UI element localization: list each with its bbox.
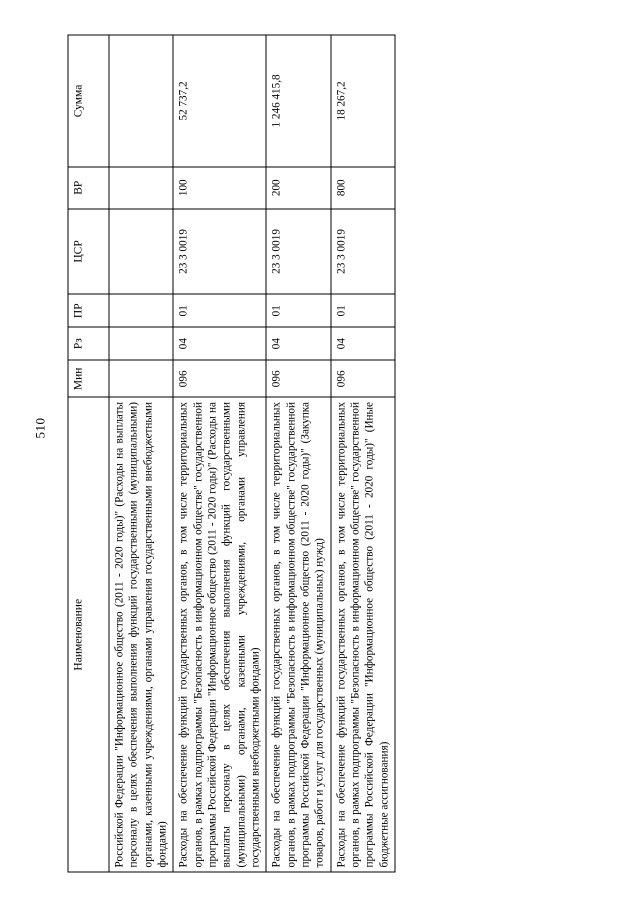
table-row — [173, 35, 266, 872]
cell-min: 096 — [266, 360, 330, 397]
cell-pr: 01 — [266, 294, 330, 327]
cell-csr — [109, 208, 173, 294]
page-number: 510 — [32, 417, 48, 439]
cell-sum: 18 267,2 — [331, 35, 395, 167]
cell-sum: 52 737,2 — [173, 35, 266, 167]
cell-sum: 1 246 415,8 — [266, 35, 330, 167]
column-header-rz: Рз — [68, 327, 109, 360]
column-header-vr: ВР — [68, 166, 109, 208]
cell-rz — [109, 327, 173, 360]
cell-pr — [109, 294, 173, 327]
table-row — [331, 35, 395, 872]
table-header-row — [68, 35, 109, 872]
cell-sum — [109, 35, 173, 167]
cell-rz: 04 — [173, 327, 266, 360]
column-header-pr: ПР — [68, 294, 109, 327]
cell-csr: 23 3 0019 — [266, 208, 330, 294]
cell-csr: 23 3 0019 — [173, 208, 266, 294]
cell-name: Расходы на обеспечение функций государственных органов, в том числе территориальных органов, в рамках подпрограммы "Безопасность в информационном обществе" государственной программы Российской Федерации "Информационное общество (2011 - 2020 годы)" (Закупка товаров, работ и услуг для государственных (муниципальных) нужд) — [266, 397, 330, 872]
table-header — [68, 35, 109, 872]
cell-vr — [109, 166, 173, 208]
budget-table — [68, 34, 396, 872]
cell-min: 096 — [173, 360, 266, 397]
cell-pr: 01 — [173, 294, 266, 327]
cell-min: 096 — [331, 360, 395, 397]
column-header-csr: ЦСР — [68, 208, 109, 294]
column-header-sum: Сумма — [68, 35, 109, 167]
cell-vr: 800 — [331, 166, 395, 208]
cell-name: Расходы на обеспечение функций государственных органов, в том числе территориальных органов, в рамках подпрограммы "Безопасность в информационном обществе" государственной программы Российской Федерации "Информационное общество (2011 - 2020 годы)" (Иные бюджетные ассигнования) — [331, 397, 395, 872]
column-header-name: Наименование — [68, 397, 109, 872]
cell-csr: 23 3 0019 — [331, 208, 395, 294]
cell-min — [109, 360, 173, 397]
table-body — [109, 35, 395, 872]
rotated-table-wrapper — [68, 34, 573, 872]
cell-pr: 01 — [331, 294, 395, 327]
column-header-min: Мин — [68, 360, 109, 397]
cell-name: Расходы на обеспечение функций государственных органов, в том числе территориальных органов, в рамках подпрограммы "Безопасность в информационном обществе" государственной программы Российской Федерации "Информационное общество (2011 - 2020 годы)" (Расходы на выплаты персоналу в целях обеспечения выполнения функций государственными (муниципальными) органами, казенными учреждениями, органами управления государственными внебюджетными фондами) — [173, 397, 266, 872]
cell-vr: 200 — [266, 166, 330, 208]
table-row — [266, 35, 330, 872]
cell-vr: 100 — [173, 166, 266, 208]
cell-rz: 04 — [266, 327, 330, 360]
cell-rz: 04 — [331, 327, 395, 360]
cell-name: Российской Федерации "Информационное общество (2011 - 2020 годы)" (Расходы на выплаты персоналу в целях обеспечения выполнения функций государственными (муниципальными) органами, казенными учреждениями, органами управления государственными внебюджетными фондами) — [109, 397, 173, 872]
table-row — [109, 35, 173, 872]
